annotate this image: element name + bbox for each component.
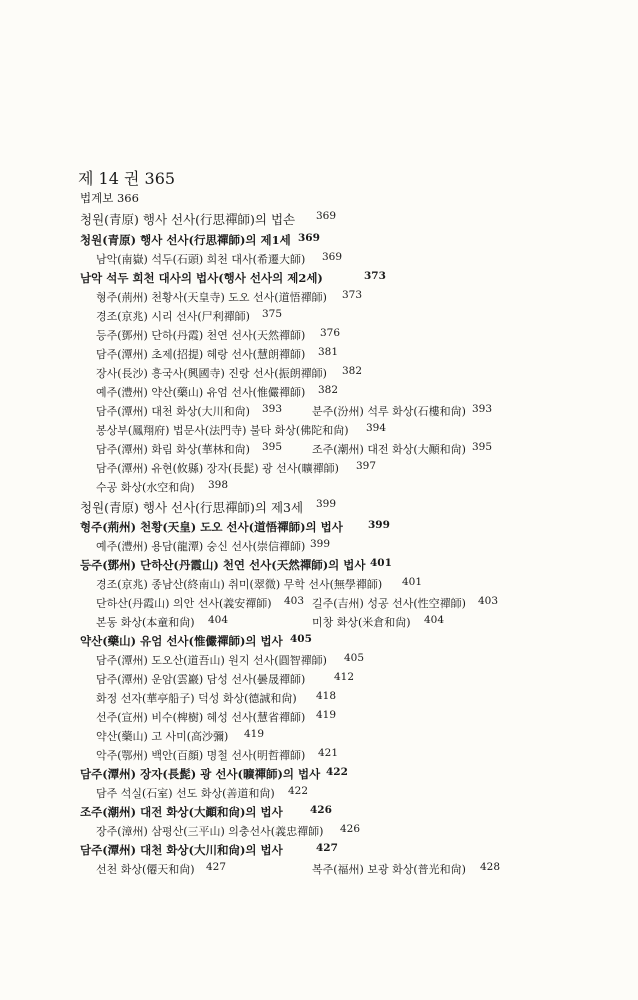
toc-entry-title: 담주(潭州) 대천 화상(大川和尙) bbox=[96, 405, 250, 418]
toc-entry-title: 경조(京兆) 종남산(終南山) 취미(翠微) 무학 선사(無學禪師) bbox=[96, 578, 383, 591]
toc-entry-page: 397 bbox=[356, 460, 377, 472]
toc-entry-page: 369 bbox=[322, 251, 343, 263]
toc-entry-page: 428 bbox=[480, 861, 501, 873]
toc-entry-page: 399 bbox=[310, 538, 331, 550]
toc-entry-page: 395 bbox=[472, 441, 493, 453]
toc-entry-page: 382 bbox=[318, 384, 339, 396]
toc-entry-title: 분주(汾州) 석루 화상(石樓和尙) bbox=[312, 405, 466, 418]
toc-entry-title: 단하산(丹霞山) 의안 선사(義安禪師) bbox=[96, 597, 272, 610]
toc-entry-title: 담주 석실(石室) 선도 화상(善道和尙) bbox=[96, 787, 275, 800]
toc-entry-title: 선천 화상(僊天和尙) bbox=[96, 863, 195, 876]
toc-entry-title: 담주(潭州) 장자(長髭) 광 선사(曠禪師)의 법사 bbox=[80, 767, 321, 781]
toc-entry-page: 369 bbox=[316, 210, 337, 222]
toc-entry-page: 382 bbox=[342, 365, 363, 377]
toc-entry-title: 본동 화상(本童和尙) bbox=[96, 616, 195, 629]
toc-entry-page: 419 bbox=[316, 709, 337, 721]
toc-entry-page: 419 bbox=[244, 728, 265, 740]
toc-entry-title: 담주(潭州) 화림 화상(華林和尙) bbox=[96, 443, 250, 456]
toc-entry-page: 375 bbox=[262, 308, 283, 320]
toc-entry-page: 376 bbox=[320, 327, 341, 339]
toc-entry-page: 398 bbox=[208, 479, 229, 491]
toc-entry-page: 373 bbox=[364, 270, 386, 282]
toc-entry-page: 393 bbox=[472, 403, 493, 415]
toc-entry-page: 399 bbox=[316, 498, 337, 510]
toc-entry-title: 등주(鄧州) 단하산(丹霞山) 천연 선사(天然禪師)의 법사 bbox=[80, 558, 366, 572]
toc-entry-title: 복주(福州) 보광 화상(普光和尙) bbox=[312, 863, 466, 876]
toc-entry-page: 405 bbox=[290, 633, 312, 645]
toc-entry-title: 조주(潮州) 대전 화상(大顚和尙) bbox=[312, 443, 466, 456]
toc-entry-page: 399 bbox=[368, 519, 390, 531]
toc-entry-title: 담주(潭州) 유현(攸縣) 장자(長髭) 광 선사(曠禪師) bbox=[96, 462, 339, 475]
toc-entry-page: 394 bbox=[366, 422, 387, 434]
toc-entry-title: 형주(荊州) 천황사(天皇寺) 도오 선사(道悟禪師) bbox=[96, 291, 327, 304]
toc-entry-page: 404 bbox=[424, 614, 445, 626]
toc-entry-title: 예주(澧州) 약산(藥山) 유엄 선사(惟儼禪師) bbox=[96, 386, 306, 399]
toc-entry-title: 담주(潭州) 초제(招提) 혜랑 선사(慧朗禪師) bbox=[96, 348, 306, 361]
toc-entry-page: 401 bbox=[370, 557, 392, 569]
toc-entry-title: 남악(南嶽) 석두(石頭) 희천 대사(希遷大師) bbox=[96, 253, 306, 266]
toc-entry-title: 법계보 366 bbox=[80, 191, 139, 205]
toc-entry-page: 373 bbox=[342, 289, 363, 301]
toc-entry-title: 청원(青原) 행사 선사(行思禪師)의 제1세 bbox=[80, 233, 291, 247]
toc-entry-title: 예주(澧州) 용담(龍潭) 숭신 선사(崇信禪師) bbox=[96, 540, 306, 553]
toc-entry-title: 장주(漳州) 삼평산(三平山) 의충선사(義忠禪師) bbox=[96, 825, 324, 838]
toc-entry-title: 담주(潭州) 운암(雲巖) 담성 선사(曇晟禪師) bbox=[96, 673, 306, 686]
toc-entry-page: 427 bbox=[316, 842, 338, 854]
toc-entry-title: 등주(鄧州) 단하(丹霞) 천연 선사(天然禪師) bbox=[96, 329, 306, 342]
toc-entry-title: 담주(潭州) 대천 화상(大川和尙)의 법사 bbox=[80, 843, 283, 857]
toc-entry-page: 426 bbox=[340, 823, 361, 835]
toc-entry-title: 청원(青原) 행사 선사(行思禪師)의 제3세 bbox=[80, 500, 304, 515]
toc-entry-page: 427 bbox=[206, 861, 227, 873]
toc-entry-page: 426 bbox=[310, 804, 332, 816]
toc-entry-page: 393 bbox=[262, 403, 283, 415]
toc-entry-title: 경조(京兆) 시리 선사(尸利禪師) bbox=[96, 310, 250, 323]
toc-entry-page: 422 bbox=[326, 766, 348, 778]
toc-entry-page: 422 bbox=[288, 785, 309, 797]
toc-entry-title: 남악 석두 희천 대사의 법사(행사 선사의 제2세) bbox=[80, 271, 323, 285]
toc-entry-title: 선주(宣州) 비수(椑樹) 혜성 선사(慧省禪師) bbox=[96, 711, 306, 724]
toc-entry-title: 약산(藥山) 고 사미(高沙彌) bbox=[96, 730, 229, 743]
volume-heading: 제 14 권 365 bbox=[78, 169, 176, 188]
toc-entry-title: 형주(荊州) 천황(天皇) 도오 선사(道悟禪師)의 법사 bbox=[80, 520, 343, 534]
toc-entry-page: 395 bbox=[262, 441, 283, 453]
toc-entry-title: 악주(鄂州) 백안(百顔) 명철 선사(明哲禪師) bbox=[96, 749, 306, 762]
toc-entry-title: 화정 선자(華亭船子) 덕성 화상(德誠和尙) bbox=[96, 692, 297, 705]
toc-entry-title: 수공 화상(水空和尙) bbox=[96, 481, 195, 494]
toc-entry-page: 369 bbox=[298, 232, 320, 244]
toc-entry-title: 약산(藥山) 유엄 선사(惟儼禪師)의 법사 bbox=[80, 634, 283, 648]
toc-entry-page: 404 bbox=[208, 614, 229, 626]
toc-entry-title: 장사(長沙) 흥국사(興國寺) 진랑 선사(振朗禪師) bbox=[96, 367, 327, 380]
toc-entry-page: 401 bbox=[402, 576, 423, 588]
toc-entry-page: 405 bbox=[344, 652, 365, 664]
toc-entry-title: 담주(潭州) 도오산(道吾山) 원지 선사(圓智禪師) bbox=[96, 654, 327, 667]
toc-entry-title: 조주(潮州) 대전 화상(大顚和尙)의 법사 bbox=[80, 805, 283, 819]
toc-entry-title: 봉상부(鳳翔府) 법문사(法門寺) 불타 화상(佛陀和尙) bbox=[96, 424, 349, 437]
toc-entry-page: 412 bbox=[334, 671, 355, 683]
toc-entry-page: 403 bbox=[478, 595, 499, 607]
toc-entry-title: 청원(青原) 행사 선사(行思禪師)의 법손 bbox=[80, 212, 296, 227]
toc-entry-page: 418 bbox=[316, 690, 337, 702]
toc-entry-page: 403 bbox=[284, 595, 305, 607]
toc-entry-title: 길주(吉州) 성공 선사(性空禪師) bbox=[312, 597, 466, 610]
toc-entry-title: 미창 화상(米倉和尙) bbox=[312, 616, 411, 629]
toc-entry-page: 381 bbox=[318, 346, 339, 358]
toc-entry-page: 421 bbox=[318, 747, 339, 759]
